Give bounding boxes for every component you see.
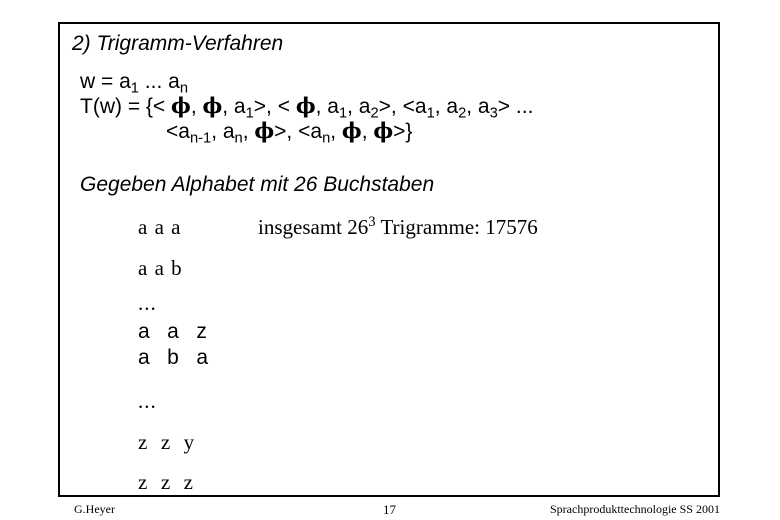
phi-symbol: ϕ xyxy=(295,93,316,118)
slide-title: 2) Trigramm-Verfahren xyxy=(72,32,284,55)
trigram-row: a a z xyxy=(138,320,207,343)
trigram-row: a a a xyxy=(138,215,182,239)
footer-author: G.Heyer xyxy=(74,502,115,516)
formula-t-line-2: $<a_{n-1}$, $a_n$, ϕ>, $<a_n$, ϕ, ϕ>} xyxy=(166,118,413,147)
subtitle: Gegeben Alphabet mit 26 Buchstaben xyxy=(80,173,435,196)
phi-symbol: ϕ xyxy=(202,93,223,118)
phi-symbol: ϕ xyxy=(254,118,275,143)
formula-block xyxy=(80,70,534,147)
ellipsis: ... xyxy=(138,389,157,413)
phi-symbol: ϕ xyxy=(171,93,191,118)
phi-symbol: ϕ xyxy=(373,118,394,143)
ellipsis: ... xyxy=(138,291,157,315)
trigram-row: a a b xyxy=(138,256,183,280)
formula-t-line-1: T(w) = {< ϕ, ϕ, $a_1>$, < ϕ, $a_1$, $a_2>$, $<a_1$, $a_2$, $a_3>$ ... xyxy=(80,93,534,122)
footer-course: Sprachprodukttechnologie SS 2001 xyxy=(550,502,720,516)
trigram-total-text: insgesamt $26^3$ Trigramme: 17576 xyxy=(258,213,538,239)
footer-page-number: 17 xyxy=(383,502,396,517)
trigram-row: z z z xyxy=(138,470,194,494)
formula-w-line: $w = a_1$ ... $a_n$ xyxy=(80,70,188,97)
trigram-row: z z y xyxy=(138,430,196,454)
trigram-row: a b a xyxy=(138,346,209,369)
phi-symbol: ϕ xyxy=(341,118,362,143)
